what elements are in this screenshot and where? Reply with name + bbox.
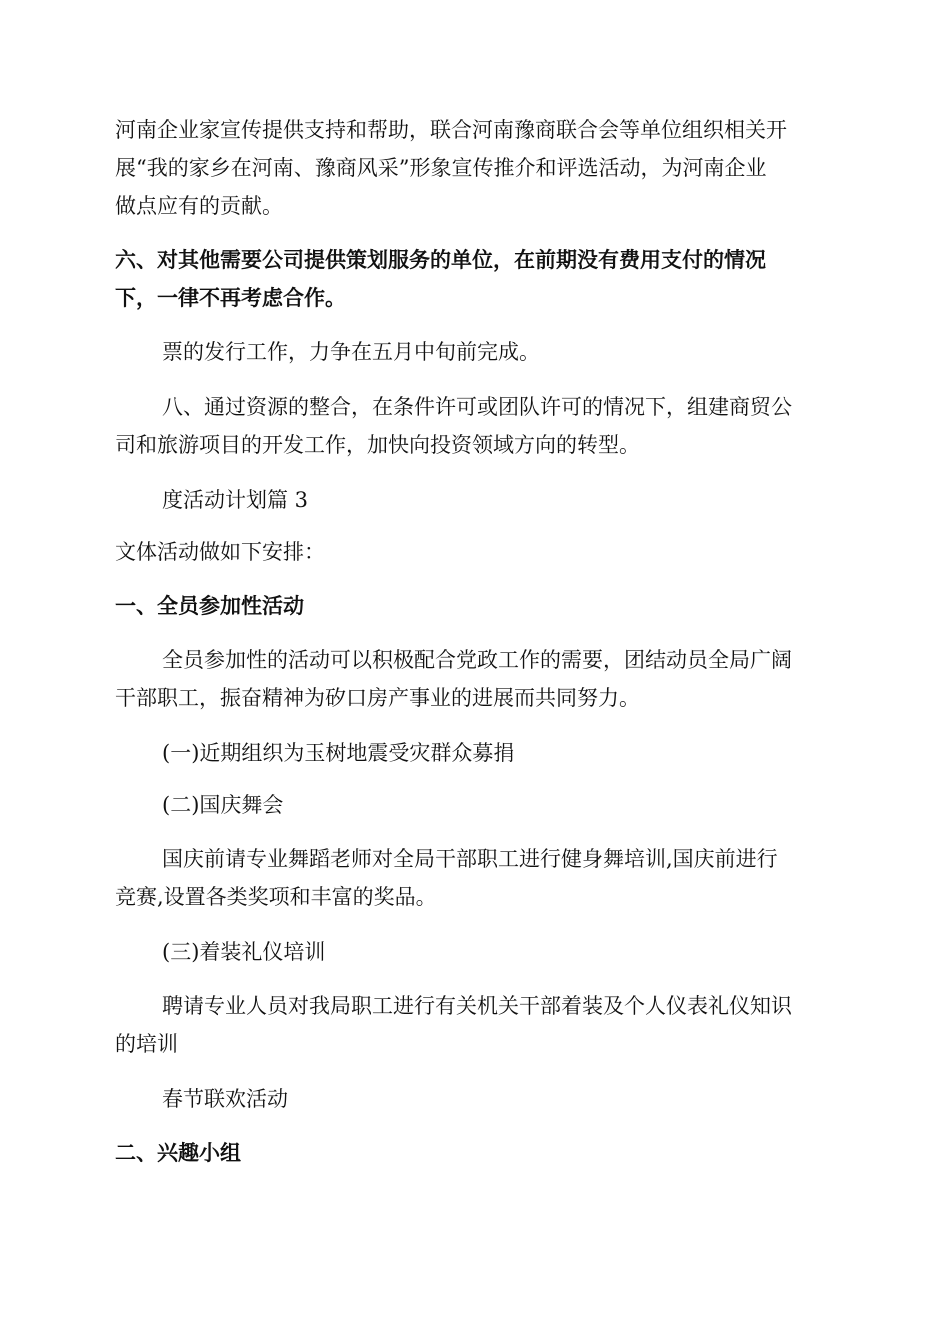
heading-section-six <box>115 241 840 317</box>
paragraph-section-eight <box>115 388 840 426</box>
paragraph-spring-festival <box>115 1080 840 1118</box>
paragraph-section-eight-cont <box>115 426 840 464</box>
text-line: 竞赛,设置各类奖项和丰富的奖品。 <box>115 885 437 909</box>
text-line: (三)着装礼仪培训 <box>162 940 326 964</box>
text-line: 二、兴趣小组 <box>115 1141 241 1165</box>
paragraph-etiquette <box>115 987 840 1025</box>
text-line: 的培训 <box>115 1032 178 1056</box>
paragraph-ticket-issue <box>115 333 840 371</box>
list-item-donation <box>115 734 840 772</box>
heading-section-two <box>115 1134 840 1172</box>
text-line: 春节联欢活动 <box>162 1087 288 1111</box>
text-line: 一、全员参加性活动 <box>115 594 304 618</box>
list-item-etiquette-training <box>115 933 840 971</box>
text-line: 河南企业家宣传提供支持和帮助，联合河南豫商联合会等单位组织相关开 <box>115 118 787 142</box>
heading-section-one <box>115 587 840 625</box>
text-line: (一)近期组织为玉树地震受灾群众募捐 <box>162 741 515 765</box>
text-line: 票的发行工作，力争在五月中旬前完成。 <box>162 340 540 364</box>
paragraph-etiquette-cont <box>115 1025 840 1063</box>
paragraph-all-staff <box>115 641 840 679</box>
text-line: 度活动计划篇 3 <box>162 488 309 512</box>
text-line: 干部职工，振奋精神为矽口房产事业的进展而共同努力。 <box>115 686 640 710</box>
text-line: 做点应有的贡献。 <box>115 194 283 218</box>
text-line: 国庆前请专业舞蹈老师对全局干部职工进行健身舞培训,国庆前进行 <box>162 847 778 871</box>
paragraph-arrangement <box>115 533 840 571</box>
text-line: 聘请专业人员对我局职工进行有关机关干部着装及个人仪表礼仪知识 <box>162 994 792 1018</box>
text-line: 六、对其他需要公司提供策划服务的单位，在前期没有费用支付的情况 <box>115 248 766 272</box>
text-line: 司和旅游项目的开发工作，加快向投资领域方向的转型。 <box>115 433 640 457</box>
paragraph-dance-training <box>115 840 840 878</box>
text-line: 下，一律不再考虑合作。 <box>115 286 346 310</box>
paragraph-plan-title <box>115 481 840 519</box>
paragraph-all-staff-cont <box>115 679 840 717</box>
text-line: 八、通过资源的整合，在条件许可或团队许可的情况下，组建商贸公 <box>162 395 792 419</box>
text-line: (二)国庆舞会 <box>162 793 284 817</box>
text-line: 展“我的家乡在河南、豫商风采”形象宣传推介和评选活动，为河南企业 <box>115 156 767 180</box>
text-line: 全员参加性的活动可以积极配合党政工作的需要，团结动员全局广阔 <box>162 648 792 672</box>
paragraph-dance-training-cont <box>115 878 840 916</box>
paragraph-henan-support <box>115 111 840 225</box>
list-item-national-day-dance <box>115 786 840 824</box>
text-line: 文体活动做如下安排： <box>115 540 325 564</box>
